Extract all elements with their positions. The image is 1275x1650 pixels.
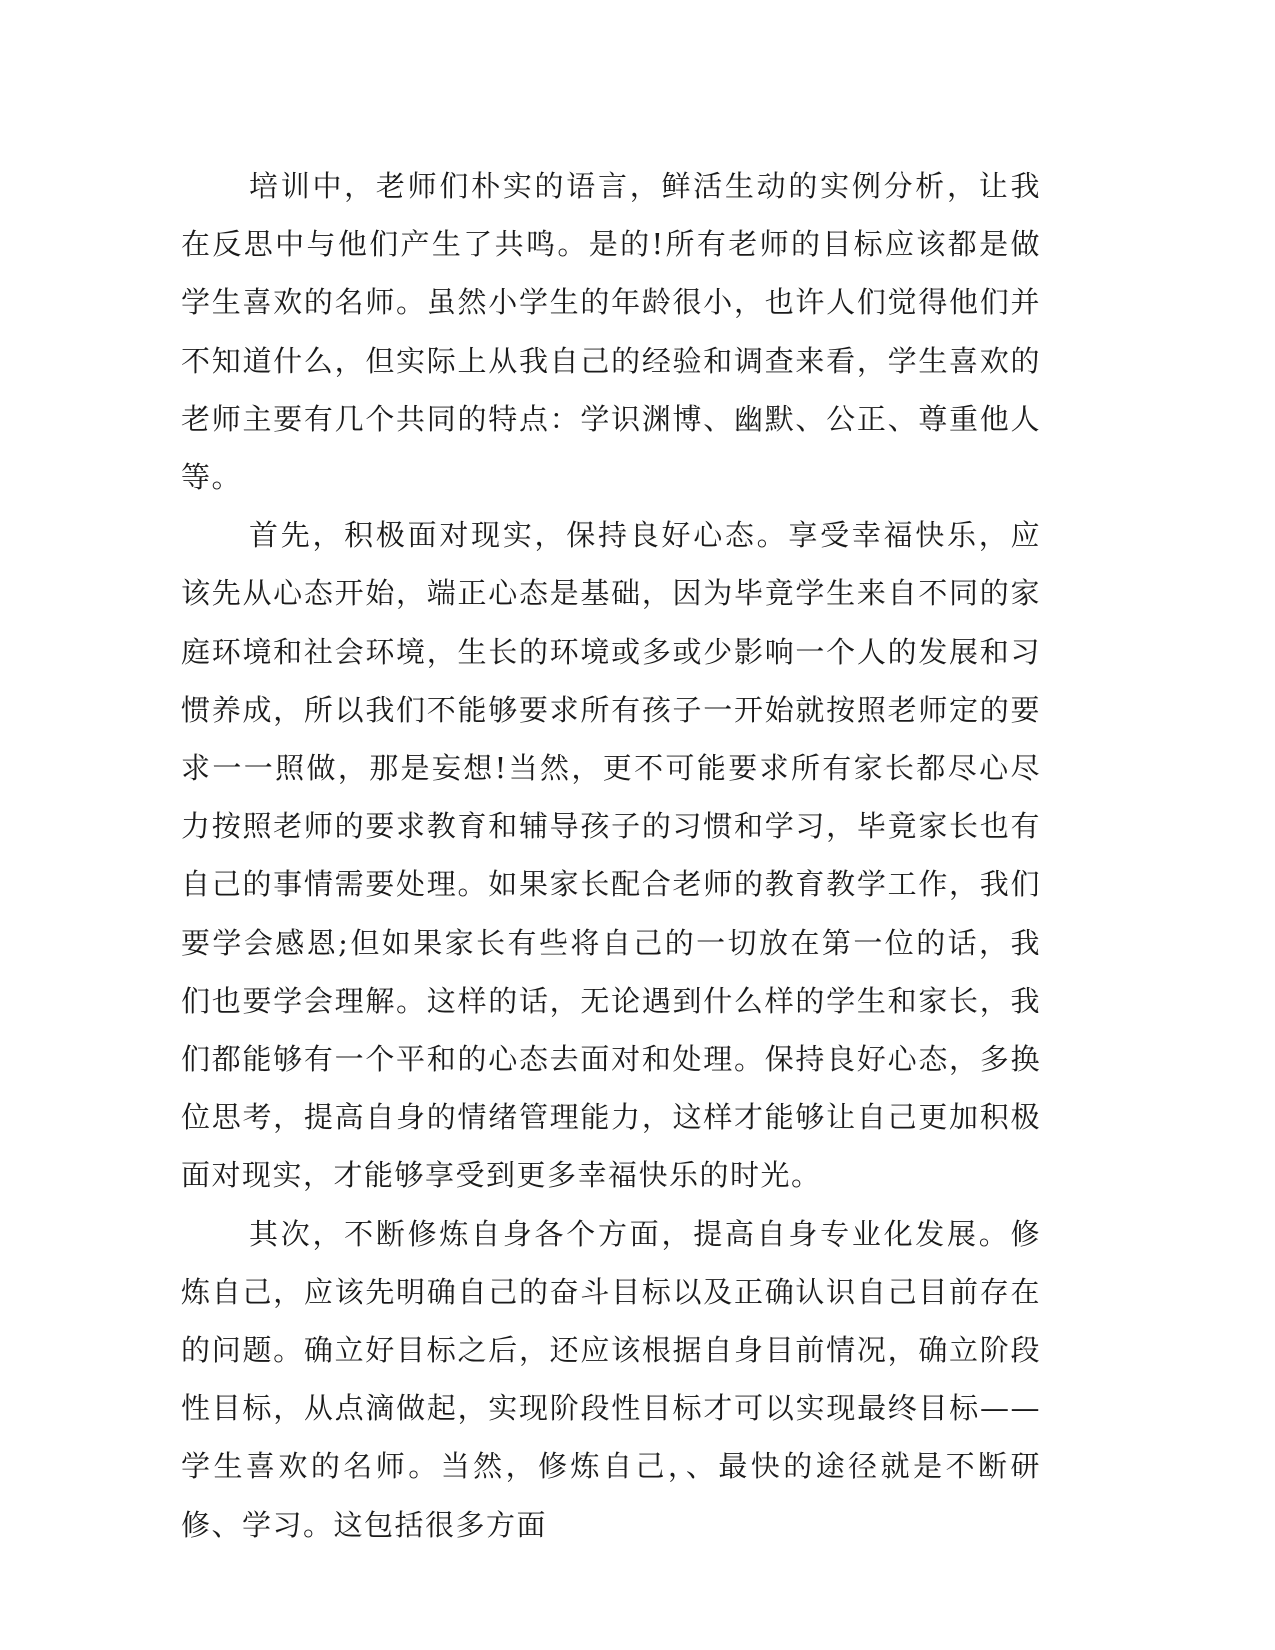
paragraph-self-improvement: 其次，不断修炼自身各个方面，提高自身专业化发展。修炼自己，应该先明确自己的奋斗目标以及正确认识自己目前存在的问题。确立好目标之后，还应该根据自身目前情况，确立阶段性目标，从点滴做起，实现阶段性目标才可以实现最终目标——学生喜欢的名师。当然，修炼自己，、最快的途径就是不断研修、学习。这包括很多方面: [181, 1216, 1041, 1542]
paragraph-training-reflection: 培训中，老师们朴实的语言，鲜活生动的实例分析，让我在反思中与他们产生了共鸣。是的!所有老师的目标应该都是做学生喜欢的名师。虽然小学生的年龄很小，也许人们觉得他们并不知道什么，但实际上从我自己的经验和调查来看，学生喜欢的老师主要有几个共同的特点：学识渊博、幽默、公正、尊重他人等。: [181, 169, 1041, 495]
document-body: [181, 157, 1041, 1554]
paragraph-positive-mindset: 首先，积极面对现实，保持良好心态。享受幸福快乐，应该先从心态开始，端正心态是基础，因为毕竟学生来自不同的家庭环境和社会环境，生长的环境或多或少影响一个人的发展和习惯养成，所以我们不能够要求所有孩子一开始就按照老师定的要求一一照做，那是妄想!当然，更不可能要求所有家长都尽心尽力按照老师的要求教育和辅导孩子的习惯和学习，毕竟家长也有自己的事情需要处理。如果家长配合老师的教育教学工作，我们要学会感恩;但如果家长有些将自己的一切放在第一位的话，我们也要学会理解。这样的话，无论遇到什么样的学生和家长，我们都能够有一个平和的心态去面对和处理。保持良好心态，多换位思考，提高自身的情绪管理能力，这样才能够让自己更加积极面对现实，才能够享受到更多幸福快乐的时光。: [181, 518, 1041, 1193]
